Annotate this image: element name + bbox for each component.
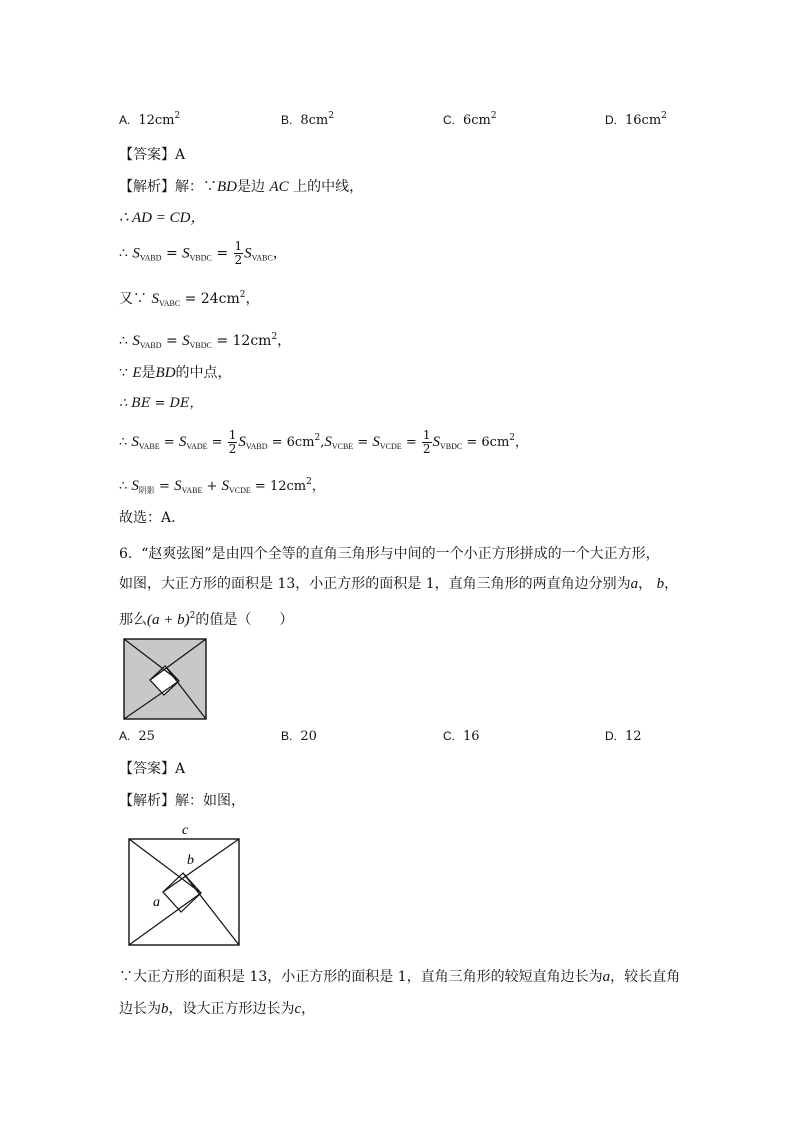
q6-option-a: A. 25 <box>119 729 155 744</box>
q6-stem-line-3: 那么$(a + b)^2$的值是（ ） <box>119 611 294 628</box>
fraction-half: $\frac{1}{2}$ <box>234 239 243 267</box>
q6-solution-line-2: 边长为b，设大正方形边长为c， <box>119 1001 316 1017</box>
zhao-shuang-labeled-figure <box>125 820 245 950</box>
q6-solution-line-1: ∵大正方形的面积是 13，小正方形的面积是 1，直角三角形的较短直角边长为a，较长直角 <box>119 969 681 985</box>
q5-solution-line-6: ∵ E是BD的中点， <box>119 365 232 381</box>
q5-solution-line-7: ∴ BE = DE， <box>119 396 203 411</box>
q6-stem-line-1: 6. “赵爽弦图”是由四个全等的直角三角形与中间的一个小正方形拼成的一个大正方形， <box>119 546 660 562</box>
q5-option-d: D. $16cm^2$ <box>605 111 667 128</box>
fig-label-a: a <box>153 895 160 910</box>
q5-solution-line-8: ∴ $S_{VABE} = S_{VADE}$ = $\frac{1}{2}$ $S_{VABD} = 6cm^2,S_{VCBE} = S_{VCDE}$ = $\frac{1}{2}$ $S_{VBDC} = 6cm^2$， <box>119 428 529 456</box>
fig-label-b: b <box>187 853 194 868</box>
q5-solution-line-2: ∴ AD = CD， <box>119 210 206 226</box>
fig-label-c: c <box>182 823 189 838</box>
q6-solution-intro: 【解析】解：如图， <box>119 793 245 809</box>
q6-answer: 【答案】A <box>119 761 186 777</box>
q5-choose: 故选：A． <box>119 510 186 526</box>
q6-option-c: C. 16 <box>443 729 480 744</box>
q5-option-b: B. $8cm^2$ <box>281 111 334 128</box>
q6-option-b: B. 20 <box>281 729 317 744</box>
q5-option-c: C. $6cm^2$ <box>443 111 497 128</box>
q5-solution-line-3: ∴ $S_{VABD} = S_{VBDC}$ = $\frac{1}{2}$ $S_{VABC}$， <box>119 239 287 267</box>
q5-solution-line-9: ∴ $S_{阴影} = S_{VABE} + S_{VCDE} = 12cm^2$， <box>119 477 325 495</box>
q5-solution-line-1: 【解析】解：∵BD是边 AC 上的中线， <box>119 179 364 195</box>
q6-option-d: D. 12 <box>605 729 642 744</box>
q5-solution-line-4: 又∵ $S_{VABC} = 24cm^2$， <box>119 290 260 308</box>
q5-solution-line-5: ∴ $S_{VABD} = S_{VBDC} = 12cm^2$， <box>119 332 292 350</box>
q6-stem-line-2: 如图，大正方形的面积是 13，小正方形的面积是 1，直角三角形的两直角边分别为a， b， <box>119 576 679 592</box>
zhao-shuang-figure <box>123 638 207 720</box>
q5-answer: 【答案】A <box>119 147 186 163</box>
q5-option-a: A. $12cm^2$ <box>119 111 181 128</box>
